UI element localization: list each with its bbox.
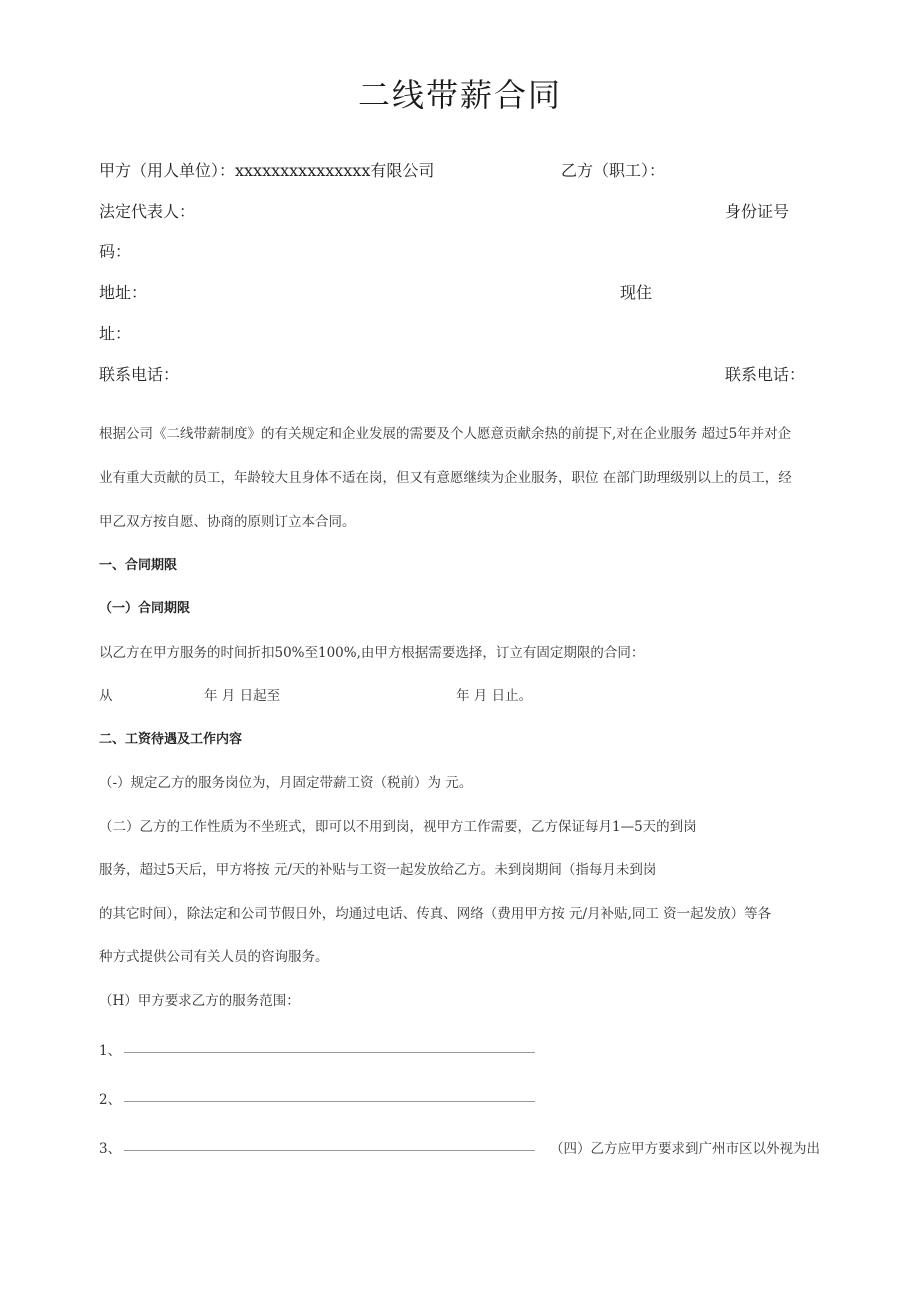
current-address-label-cont: 址： — [99, 324, 132, 343]
section-2-item-1: （-）规定乙方的服务岗位为，月固定带薪工资（税前）为 元。 — [99, 775, 473, 791]
party-b-label: 乙方（职工）： — [561, 161, 666, 180]
section-1-text: 以乙方在甲方服务的时间折扣50%至100%,由甲方根据需要选择，订立有固定期限的合同： — [99, 645, 645, 661]
intro-line-1: 根据公司《二线带薪制度》的有关规定和企业发展的需要及个人愿意贡献余热的前提下,对在企业服务 超过5年并对企 — [99, 426, 792, 442]
section-1-heading: 一、合同期限 — [99, 558, 178, 573]
list-item-3-number: 3、 — [99, 1141, 122, 1157]
current-address-label: 现住 — [620, 283, 653, 302]
id-number-label-cont: 码： — [99, 242, 132, 261]
legal-rep-label: 法定代表人： — [99, 202, 196, 221]
end-date: 年 月 日止。 — [456, 688, 533, 704]
intro-line-3: 甲乙双方按自愿、协商的原则订立本合同。 — [99, 514, 356, 530]
intro-line-2: 业有重大贡献的员工，年龄较大且身体不适在岗，但又有意愿继续为企业服务，职位 在部门助理级别以上的员工，经 — [99, 470, 792, 486]
section-1-subheading: （一）合同期限 — [99, 601, 191, 616]
phone-a-label: 联系电话： — [99, 365, 180, 384]
list-item-1-blank — [124, 1052, 535, 1053]
section-2-heading: 二、工资待遇及工作内容 — [99, 732, 243, 747]
list-item-2-number: 2、 — [99, 1092, 122, 1108]
section-2-item-4-start: （四）乙方应甲方要求到广州市区以外视为出 — [550, 1141, 820, 1157]
start-date: 年 月 日起至 — [204, 688, 281, 704]
section-2-item-2-line-4: 种方式提供公司有关人员的咨询服务。 — [99, 949, 329, 965]
party-a-label: 甲方（用人单位）：xxxxxxxxxxxxxxx有限公司 — [99, 161, 435, 180]
from-label: 从 — [99, 688, 113, 704]
id-number-label: 身份证号 — [725, 202, 790, 221]
list-item-2-blank — [124, 1101, 535, 1102]
section-2-item-2-line-3: 的其它时间），除法定和公司节假日外，均通过电话、传真、网络（费用甲方按 元/月补贴,同工 资一起发放）等各 — [99, 906, 772, 922]
address-label: 地址： — [99, 283, 148, 302]
phone-b-label: 联系电话： — [725, 365, 806, 384]
document-title: 二线带薪合同 — [357, 76, 562, 114]
section-2-item-2-line-2: 服务，超过5天后，甲方将按 元/天的补贴与工资一起发放给乙方。未到岗期间（指每月未到岗 — [99, 862, 657, 878]
list-item-1-number: 1、 — [99, 1043, 122, 1059]
section-2-item-2-line-1: （二）乙方的工作性质为不坐班式，即可以不用到岗，视甲方工作需要，乙方保证每月1—5天的到岗 — [99, 819, 697, 835]
section-2-item-3: （H）甲方要求乙方的服务范围： — [99, 993, 300, 1009]
list-item-3-blank — [124, 1150, 535, 1151]
